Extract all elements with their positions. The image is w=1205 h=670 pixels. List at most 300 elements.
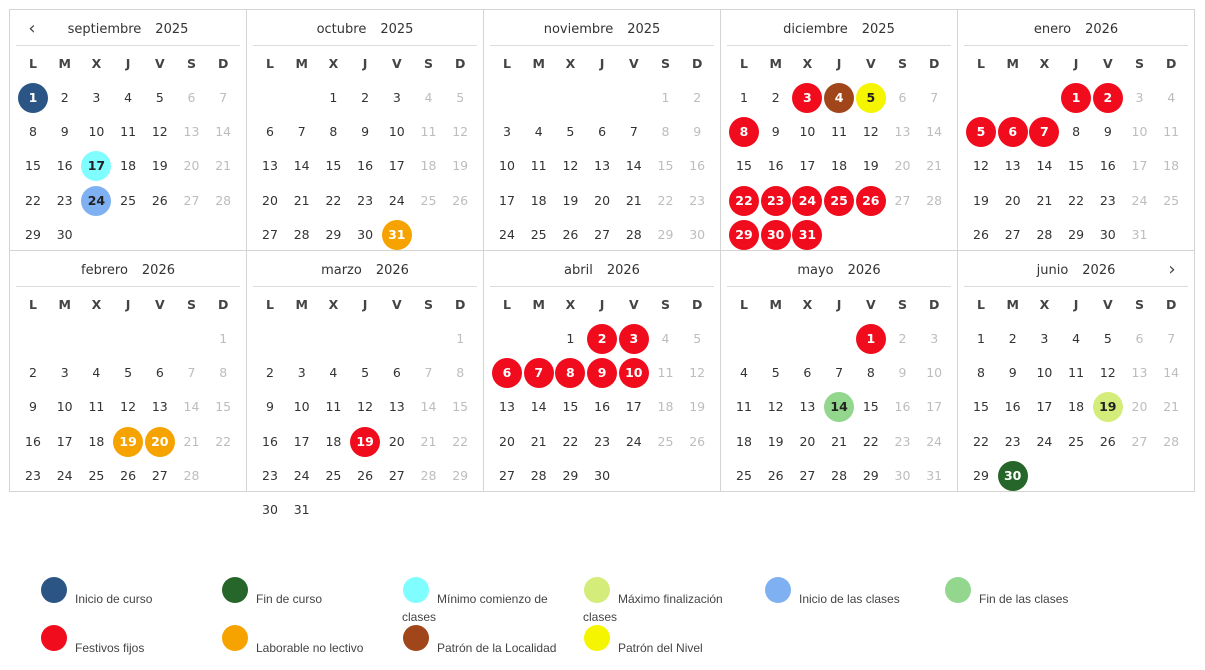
day-cell[interactable]: 28 [293, 226, 310, 242]
day-cell[interactable]: 5 [771, 365, 780, 381]
day-cell-festivos[interactable]: 9 [587, 358, 617, 388]
day-cell[interactable]: 21 [215, 158, 232, 174]
day-cell[interactable]: 14 [215, 124, 232, 140]
day-cell[interactable]: 1 [219, 331, 228, 346]
day-cell[interactable]: 7 [930, 90, 939, 105]
day-cell[interactable]: 16 [894, 399, 911, 415]
day-cell[interactable]: 7 [187, 365, 196, 381]
day-cell[interactable]: 23 [357, 192, 374, 208]
day-cell[interactable]: 3 [392, 90, 401, 105]
day-cell[interactable]: 1 [977, 331, 985, 346]
day-cell[interactable]: 11 [530, 158, 547, 174]
day-cell[interactable]: 22 [452, 433, 469, 449]
day-cell[interactable]: 8 [1072, 124, 1081, 140]
day-cell[interactable]: 26 [452, 192, 469, 208]
day-cell[interactable]: 27 [151, 467, 168, 483]
day-cell[interactable]: 24 [1131, 192, 1148, 208]
day-cell[interactable]: 30 [689, 226, 706, 242]
day-cell-festivos[interactable]: 10 [619, 358, 649, 388]
day-cell[interactable]: 12 [1099, 365, 1116, 381]
chevron-left-icon[interactable]: ‹ [28, 18, 36, 39]
day-cell-fin-curso[interactable]: 30 [998, 461, 1028, 491]
day-cell[interactable]: 9 [60, 124, 69, 140]
day-cell-patron-nivel[interactable]: 5 [856, 83, 886, 113]
day-cell[interactable]: 17 [388, 158, 405, 174]
day-cell[interactable]: 1 [740, 90, 748, 105]
day-cell[interactable]: 29 [325, 226, 342, 242]
day-cell[interactable]: 8 [977, 365, 985, 381]
day-cell[interactable]: 14 [530, 399, 547, 415]
day-cell[interactable]: 15 [452, 399, 469, 415]
day-cell[interactable]: 16 [594, 399, 611, 415]
day-cell[interactable]: 5 [456, 90, 465, 105]
day-cell[interactable]: 19 [862, 158, 879, 174]
day-cell[interactable]: 22 [215, 433, 232, 449]
day-cell[interactable]: 29 [1068, 226, 1085, 242]
day-cell[interactable]: 18 [120, 158, 137, 174]
day-cell[interactable]: 1 [329, 90, 338, 105]
day-cell[interactable]: 25 [1068, 433, 1085, 449]
day-cell[interactable]: 18 [420, 158, 437, 174]
day-cell-inicio-curso[interactable]: 1 [18, 83, 48, 113]
day-cell[interactable]: 23 [894, 433, 911, 449]
day-cell[interactable]: 27 [594, 226, 611, 242]
day-cell[interactable]: 4 [534, 124, 543, 140]
day-cell[interactable]: 22 [862, 433, 879, 449]
day-cell-festivos[interactable]: 6 [492, 358, 522, 388]
day-cell[interactable]: 31 [293, 502, 310, 517]
day-cell[interactable]: 12 [562, 158, 579, 174]
day-cell[interactable]: 15 [25, 158, 41, 174]
day-cell[interactable]: 12 [357, 399, 374, 415]
day-cell[interactable]: 5 [1103, 331, 1112, 346]
day-cell[interactable]: 14 [1036, 158, 1053, 174]
day-cell[interactable]: 12 [862, 124, 879, 140]
day-cell[interactable]: 29 [25, 226, 41, 242]
day-cell[interactable]: 24 [625, 433, 642, 449]
day-cell[interactable]: 20 [894, 158, 911, 174]
day-cell[interactable]: 21 [926, 158, 943, 174]
day-cell[interactable]: 15 [862, 399, 879, 415]
day-cell[interactable]: 16 [262, 433, 278, 449]
day-cell[interactable]: 27 [499, 467, 515, 483]
day-cell[interactable]: 11 [736, 399, 752, 415]
day-cell[interactable]: 4 [1072, 331, 1081, 346]
day-cell[interactable]: 22 [325, 192, 342, 208]
day-cell[interactable]: 29 [452, 467, 469, 483]
day-cell[interactable]: 26 [120, 467, 137, 483]
day-cell[interactable]: 17 [1036, 399, 1053, 415]
day-cell[interactable]: 11 [1163, 124, 1180, 140]
day-cell[interactable]: 6 [1135, 331, 1144, 346]
day-cell[interactable]: 15 [1068, 158, 1085, 174]
day-cell[interactable]: 18 [1163, 158, 1180, 174]
day-cell[interactable]: 15 [736, 158, 752, 174]
day-cell[interactable]: 20 [1131, 399, 1148, 415]
day-cell[interactable]: 31 [926, 467, 943, 483]
day-cell[interactable]: 10 [293, 399, 310, 415]
day-cell[interactable]: 30 [56, 226, 73, 242]
day-cell-festivos[interactable]: 1 [1061, 83, 1091, 113]
day-cell[interactable]: 3 [1040, 331, 1049, 346]
day-cell-maximo-finalizacion[interactable]: 19 [1093, 392, 1123, 422]
day-cell-patron-localidad[interactable]: 4 [824, 83, 854, 113]
day-cell[interactable]: 20 [388, 433, 405, 449]
day-cell[interactable]: 22 [25, 192, 41, 208]
day-cell[interactable]: 8 [219, 365, 228, 381]
day-cell[interactable]: 28 [215, 192, 232, 208]
day-cell[interactable]: 15 [973, 399, 989, 415]
day-cell-festivos[interactable]: 31 [792, 220, 822, 250]
day-cell[interactable]: 3 [503, 124, 511, 140]
day-cell[interactable]: 29 [862, 467, 879, 483]
day-cell[interactable]: 6 [598, 124, 607, 140]
day-cell[interactable]: 24 [1036, 433, 1053, 449]
day-cell[interactable]: 23 [689, 192, 706, 208]
day-cell[interactable]: 4 [740, 365, 748, 381]
day-cell[interactable]: 15 [325, 158, 342, 174]
chevron-right-icon[interactable]: › [1168, 259, 1176, 280]
day-cell[interactable]: 2 [60, 90, 69, 105]
day-cell[interactable]: 2 [266, 365, 274, 381]
day-cell[interactable]: 28 [530, 467, 547, 483]
day-cell[interactable]: 27 [262, 226, 278, 242]
day-cell[interactable]: 19 [562, 192, 579, 208]
day-cell[interactable]: 21 [530, 433, 547, 449]
day-cell[interactable]: 27 [894, 192, 911, 208]
day-cell-minimo-comienzo[interactable]: 17 [81, 151, 111, 181]
day-cell[interactable]: 13 [388, 399, 405, 415]
day-cell[interactable]: 8 [866, 365, 875, 381]
day-cell[interactable]: 6 [392, 365, 401, 381]
day-cell[interactable]: 15 [562, 399, 579, 415]
day-cell-festivos[interactable]: 3 [792, 83, 822, 113]
day-cell[interactable]: 10 [499, 158, 515, 174]
day-cell[interactable]: 24 [926, 433, 943, 449]
day-cell[interactable]: 29 [973, 467, 989, 483]
day-cell[interactable]: 8 [329, 124, 338, 140]
day-cell[interactable]: 18 [831, 158, 848, 174]
day-cell-fin-clases[interactable]: 14 [824, 392, 854, 422]
day-cell-festivos[interactable]: 23 [761, 186, 791, 216]
day-cell[interactable]: 24 [499, 226, 515, 242]
day-cell[interactable]: 26 [357, 467, 374, 483]
day-cell[interactable]: 11 [831, 124, 848, 140]
day-cell[interactable]: 7 [297, 124, 306, 140]
day-cell[interactable]: 2 [693, 90, 702, 105]
day-cell[interactable]: 23 [1004, 433, 1021, 449]
day-cell[interactable]: 6 [898, 90, 907, 105]
day-cell[interactable]: 12 [973, 158, 989, 174]
day-cell[interactable]: 4 [1167, 90, 1176, 105]
day-cell[interactable]: 13 [151, 399, 168, 415]
day-cell-festivos[interactable]: 8 [555, 358, 585, 388]
day-cell[interactable]: 21 [420, 433, 437, 449]
day-cell[interactable]: 5 [155, 90, 164, 105]
day-cell[interactable]: 8 [661, 124, 670, 140]
day-cell-festivos[interactable]: 29 [729, 220, 759, 250]
day-cell[interactable]: 19 [452, 158, 469, 174]
day-cell[interactable]: 18 [1068, 399, 1085, 415]
day-cell[interactable]: 18 [657, 399, 674, 415]
day-cell[interactable]: 13 [183, 124, 200, 140]
day-cell[interactable]: 7 [629, 124, 638, 140]
day-cell[interactable]: 27 [183, 192, 200, 208]
day-cell[interactable]: 5 [124, 365, 133, 381]
day-cell[interactable]: 19 [767, 433, 784, 449]
day-cell[interactable]: 3 [930, 331, 939, 346]
day-cell[interactable]: 10 [1036, 365, 1053, 381]
day-cell[interactable]: 11 [325, 399, 342, 415]
day-cell[interactable]: 18 [88, 433, 105, 449]
day-cell[interactable]: 18 [530, 192, 547, 208]
day-cell[interactable]: 13 [594, 158, 611, 174]
day-cell[interactable]: 27 [388, 467, 405, 483]
day-cell-festivos[interactable]: 26 [856, 186, 886, 216]
day-cell-festivos[interactable]: 6 [998, 117, 1028, 147]
day-cell[interactable]: 9 [361, 124, 370, 140]
day-cell[interactable]: 3 [297, 365, 306, 381]
day-cell[interactable]: 4 [92, 365, 101, 381]
day-cell[interactable]: 25 [530, 226, 547, 242]
day-cell[interactable]: 14 [625, 158, 642, 174]
day-cell[interactable]: 22 [562, 433, 579, 449]
day-cell[interactable]: 28 [420, 467, 437, 483]
day-cell[interactable]: 3 [92, 90, 101, 105]
day-cell[interactable]: 23 [262, 467, 278, 483]
day-cell-laborable-no-lectivo[interactable]: 19 [113, 427, 143, 457]
day-cell[interactable]: 16 [357, 158, 374, 174]
day-cell-festivos[interactable]: 1 [856, 324, 886, 354]
day-cell-festivos[interactable]: 25 [824, 186, 854, 216]
day-cell[interactable]: 1 [661, 90, 670, 105]
day-cell[interactable]: 17 [1131, 158, 1148, 174]
day-cell-festivos[interactable]: 19 [350, 427, 380, 457]
day-cell[interactable]: 5 [361, 365, 370, 381]
day-cell[interactable]: 11 [657, 365, 674, 381]
day-cell[interactable]: 14 [1163, 365, 1180, 381]
day-cell[interactable]: 16 [56, 158, 73, 174]
day-cell-festivos[interactable]: 5 [966, 117, 996, 147]
day-cell[interactable]: 24 [56, 467, 73, 483]
day-cell[interactable]: 28 [926, 192, 943, 208]
day-cell[interactable]: 30 [594, 467, 611, 483]
day-cell[interactable]: 31 [1131, 226, 1148, 242]
day-cell[interactable]: 13 [894, 124, 911, 140]
day-cell[interactable]: 20 [1004, 192, 1021, 208]
day-cell[interactable]: 20 [183, 158, 200, 174]
day-cell[interactable]: 4 [329, 365, 338, 381]
day-cell[interactable]: 5 [566, 124, 575, 140]
day-cell[interactable]: 13 [1004, 158, 1021, 174]
day-cell-festivos[interactable]: 22 [729, 186, 759, 216]
day-cell[interactable]: 8 [456, 365, 465, 381]
day-cell[interactable]: 14 [926, 124, 943, 140]
day-cell-festivos[interactable]: 2 [1093, 83, 1123, 113]
day-cell[interactable]: 21 [831, 433, 848, 449]
day-cell[interactable]: 28 [625, 226, 642, 242]
day-cell[interactable]: 3 [1135, 90, 1144, 105]
day-cell[interactable]: 4 [661, 331, 670, 346]
day-cell[interactable]: 8 [29, 124, 37, 140]
day-cell[interactable]: 26 [767, 467, 784, 483]
day-cell[interactable]: 9 [771, 124, 780, 140]
day-cell[interactable]: 19 [689, 399, 706, 415]
day-cell[interactable]: 6 [155, 365, 164, 381]
day-cell-inicio-clases[interactable]: 24 [81, 186, 111, 216]
day-cell[interactable]: 22 [1068, 192, 1085, 208]
day-cell[interactable]: 28 [1036, 226, 1053, 242]
day-cell[interactable]: 3 [60, 365, 69, 381]
day-cell[interactable]: 18 [325, 433, 342, 449]
day-cell[interactable]: 13 [1131, 365, 1148, 381]
day-cell[interactable]: 14 [293, 158, 310, 174]
day-cell[interactable]: 28 [1163, 433, 1180, 449]
day-cell[interactable]: 18 [736, 433, 752, 449]
day-cell[interactable]: 5 [693, 331, 702, 346]
day-cell[interactable]: 20 [262, 192, 278, 208]
day-cell[interactable]: 12 [151, 124, 168, 140]
day-cell[interactable]: 14 [183, 399, 200, 415]
day-cell[interactable]: 26 [1099, 433, 1116, 449]
day-cell-festivos[interactable]: 3 [619, 324, 649, 354]
day-cell[interactable]: 24 [293, 467, 310, 483]
day-cell[interactable]: 30 [1099, 226, 1116, 242]
day-cell[interactable]: 20 [499, 433, 515, 449]
day-cell[interactable]: 6 [803, 365, 812, 381]
day-cell[interactable]: 10 [388, 124, 405, 140]
day-cell[interactable]: 30 [894, 467, 911, 483]
day-cell[interactable]: 17 [56, 433, 73, 449]
day-cell[interactable]: 27 [1131, 433, 1148, 449]
day-cell[interactable]: 26 [689, 433, 706, 449]
day-cell[interactable]: 16 [1099, 158, 1116, 174]
day-cell[interactable]: 2 [771, 90, 780, 105]
day-cell[interactable]: 2 [29, 365, 37, 381]
day-cell[interactable]: 16 [689, 158, 706, 174]
day-cell-laborable-no-lectivo[interactable]: 20 [145, 427, 175, 457]
day-cell[interactable]: 27 [1004, 226, 1021, 242]
day-cell[interactable]: 25 [657, 433, 674, 449]
day-cell[interactable]: 23 [25, 467, 41, 483]
day-cell[interactable]: 28 [831, 467, 848, 483]
day-cell[interactable]: 23 [594, 433, 611, 449]
day-cell-laborable-no-lectivo[interactable]: 31 [382, 220, 412, 250]
day-cell[interactable]: 6 [187, 90, 196, 105]
day-cell[interactable]: 21 [293, 192, 310, 208]
day-cell[interactable]: 10 [88, 124, 105, 140]
day-cell[interactable]: 6 [266, 124, 274, 140]
day-cell[interactable]: 12 [689, 365, 706, 381]
day-cell[interactable]: 26 [973, 226, 989, 242]
day-cell[interactable]: 11 [88, 399, 105, 415]
day-cell[interactable]: 9 [29, 399, 37, 415]
day-cell[interactable]: 24 [388, 192, 405, 208]
day-cell[interactable]: 11 [420, 124, 437, 140]
day-cell[interactable]: 12 [120, 399, 137, 415]
day-cell[interactable]: 16 [1004, 399, 1021, 415]
day-cell[interactable]: 14 [420, 399, 437, 415]
day-cell[interactable]: 13 [262, 158, 278, 174]
day-cell[interactable]: 1 [566, 331, 575, 346]
day-cell[interactable]: 15 [657, 158, 674, 174]
day-cell[interactable]: 9 [1008, 365, 1017, 381]
day-cell[interactable]: 10 [56, 399, 73, 415]
day-cell[interactable]: 11 [1068, 365, 1085, 381]
day-cell[interactable]: 2 [1008, 331, 1017, 346]
day-cell[interactable]: 4 [424, 90, 433, 105]
day-cell[interactable]: 7 [835, 365, 844, 381]
day-cell[interactable]: 21 [625, 192, 642, 208]
day-cell[interactable]: 2 [361, 90, 370, 105]
day-cell[interactable]: 25 [325, 467, 342, 483]
day-cell[interactable]: 1 [456, 331, 465, 346]
day-cell[interactable]: 7 [1167, 331, 1176, 346]
day-cell[interactable]: 25 [88, 467, 105, 483]
day-cell[interactable]: 17 [293, 433, 310, 449]
day-cell[interactable]: 10 [1131, 124, 1148, 140]
day-cell[interactable]: 9 [693, 124, 702, 140]
day-cell[interactable]: 25 [120, 192, 137, 208]
day-cell-festivos[interactable]: 7 [524, 358, 554, 388]
day-cell[interactable]: 10 [799, 124, 816, 140]
day-cell[interactable]: 7 [219, 90, 228, 105]
day-cell-festivos[interactable]: 24 [792, 186, 822, 216]
day-cell[interactable]: 17 [625, 399, 642, 415]
day-cell[interactable]: 12 [767, 399, 784, 415]
day-cell[interactable]: 17 [799, 158, 816, 174]
day-cell[interactable]: 17 [499, 192, 515, 208]
day-cell-festivos[interactable]: 2 [587, 324, 617, 354]
day-cell-festivos[interactable]: 7 [1029, 117, 1059, 147]
day-cell-festivos[interactable]: 30 [761, 220, 791, 250]
day-cell[interactable]: 13 [799, 399, 816, 415]
day-cell[interactable]: 23 [56, 192, 73, 208]
day-cell[interactable]: 29 [657, 226, 674, 242]
day-cell[interactable]: 9 [266, 399, 274, 415]
day-cell[interactable]: 25 [1163, 192, 1180, 208]
day-cell[interactable]: 16 [767, 158, 784, 174]
day-cell[interactable]: 22 [657, 192, 674, 208]
day-cell[interactable]: 29 [562, 467, 579, 483]
day-cell[interactable]: 21 [183, 433, 200, 449]
day-cell[interactable]: 7 [424, 365, 433, 381]
day-cell[interactable]: 21 [1036, 192, 1053, 208]
day-cell[interactable]: 19 [151, 158, 168, 174]
day-cell[interactable]: 10 [926, 365, 943, 381]
day-cell[interactable]: 30 [262, 502, 278, 517]
day-cell[interactable]: 25 [736, 467, 752, 483]
day-cell[interactable]: 27 [799, 467, 816, 483]
day-cell[interactable]: 22 [973, 433, 989, 449]
day-cell[interactable]: 9 [898, 365, 907, 381]
day-cell[interactable]: 11 [120, 124, 137, 140]
day-cell[interactable]: 20 [799, 433, 816, 449]
day-cell-festivos[interactable]: 8 [729, 117, 759, 147]
day-cell[interactable]: 23 [1099, 192, 1116, 208]
day-cell[interactable]: 4 [124, 90, 133, 105]
day-cell[interactable]: 26 [151, 192, 168, 208]
day-cell[interactable]: 25 [420, 192, 437, 208]
day-cell[interactable]: 13 [499, 399, 515, 415]
day-cell[interactable]: 30 [357, 226, 374, 242]
day-cell[interactable]: 12 [452, 124, 469, 140]
day-cell[interactable]: 2 [898, 331, 907, 346]
day-cell[interactable]: 17 [926, 399, 943, 415]
day-cell[interactable]: 19 [973, 192, 989, 208]
day-cell[interactable]: 28 [183, 467, 200, 483]
day-cell[interactable]: 15 [215, 399, 232, 415]
